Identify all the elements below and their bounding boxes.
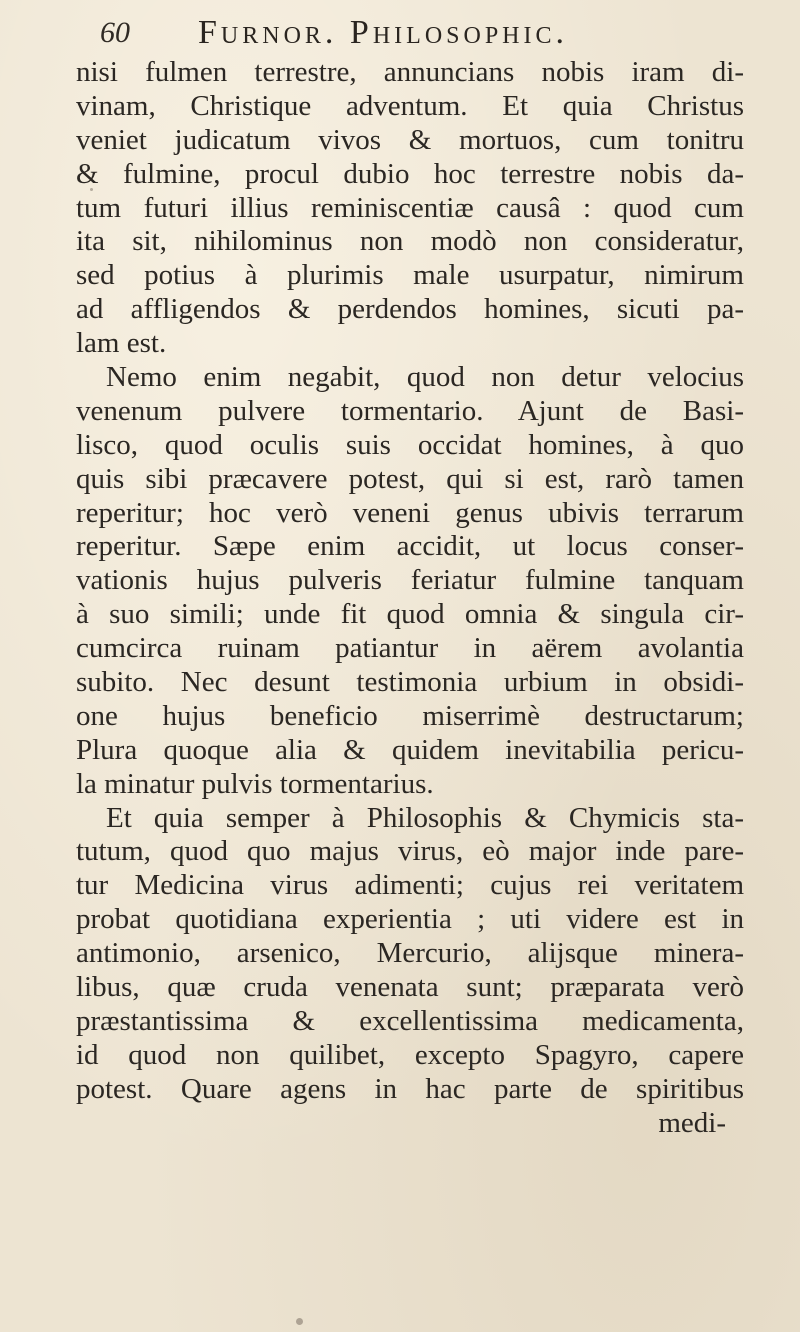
text-line: lam est.: [76, 327, 167, 360]
text-line: ita sit, nihilominus non modò non consideratur,: [76, 225, 744, 258]
text-line: nisi fulmen terrestre, annuncians nobis iram di-: [76, 56, 744, 88]
text-line: ad affligendos & perdendos homines, sicuti pa-: [76, 293, 744, 326]
text-line: Plura quoque alia & quidem inevitabilia pericu-: [76, 733, 744, 766]
text-line: one hujus beneficio miserrimè destructarum;: [76, 699, 744, 732]
catchword: medi-: [658, 1106, 726, 1139]
running-head: Furnor. Philosophic.: [198, 14, 569, 51]
text-line: reperitur. Sæpe enim accidit, ut locus conser-: [76, 530, 744, 563]
text-line: cumcirca ruinam patiantur in aërem avolantia: [76, 632, 744, 665]
body-text: [76, 56, 744, 1141]
text-line: potest. Quare agens in hac parte de spiritibus: [76, 1072, 744, 1105]
text-line: à suo simili; unde fit quod omnia & singula cir-: [76, 598, 744, 631]
text-line: subito. Nec desunt testimonia urbium in obsidi-: [76, 666, 744, 699]
text-line: tutum, quod quo majus virus, eò major inde pare-: [76, 835, 744, 868]
text-line: quis sibi præcavere potest, qui si est, rarò tamen: [76, 462, 744, 495]
text-line: id quod non quilibet, excepto Spagyro, capere: [76, 1038, 744, 1071]
text-line: & fulmine, procul dubio hoc terrestre nobis da-: [76, 157, 744, 190]
text-line: antimonio, arsenico, Mercurio, alijsque minera-: [76, 937, 744, 970]
text-line: præstantissima & excellentissima medicamenta,: [76, 1004, 744, 1037]
text-line: veniet judicatum vivos & mortuos, cum tonitru: [76, 123, 744, 156]
paragraph-start-line: Et quia semper à Philosophis & Chymicis sta-: [106, 801, 744, 834]
text-line: tur Medicina virus adimenti; cujus rei veritatem: [76, 869, 744, 902]
ink-speck: [296, 1318, 303, 1325]
text-line: probat quotidiana experientia ; uti videre est in: [76, 903, 744, 936]
text-line: vinam, Christique adventum. Et quia Christus: [76, 89, 744, 122]
ink-speck: [252, 384, 254, 386]
text-line: venenum pulvere tormentario. Ajunt de Basi-: [76, 394, 744, 427]
text-line: sed potius à plurimis male usurpatur, nimirum: [76, 259, 744, 292]
page-number: 60: [100, 16, 130, 49]
text-line: la minatur pulvis tormentarius.: [76, 767, 434, 800]
text-line: lisco, quod oculis suis occidat homines, à quo: [76, 428, 744, 461]
text-line: libus, quæ cruda venenata sunt; præparata verò: [76, 971, 744, 1004]
text-line: reperitur; hoc verò veneni genus ubivis terrarum: [76, 496, 744, 529]
paragraph-start-line: Nemo enim negabit, quod non detur velocius: [106, 361, 744, 394]
ink-speck: [90, 188, 93, 191]
text-line: vationis hujus pulveris feriatur fulmine tanquam: [76, 564, 744, 597]
page-header: [100, 12, 740, 56]
text-line: tum futuri illius reminiscentiæ causâ : quod cum: [76, 191, 744, 224]
